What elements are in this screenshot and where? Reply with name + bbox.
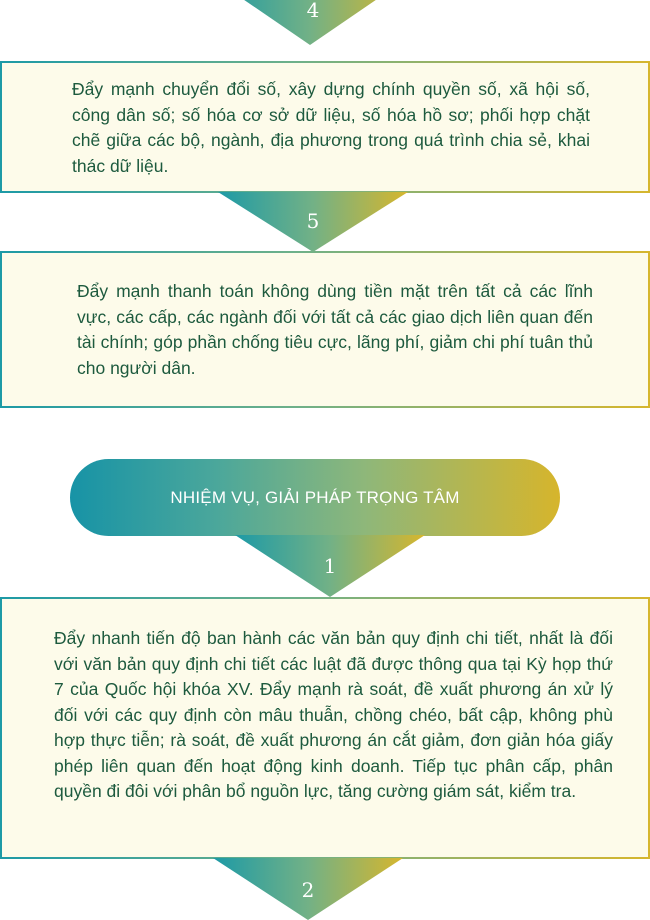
step-5-box bbox=[0, 251, 650, 408]
step-1-box bbox=[0, 597, 650, 859]
step-5-text: Đẩy mạnh thanh toán không dùng tiền mặt trên tất cả các lĩnh vực, các cấp, các ngành đối với tất cả các giao dịch liên quan đến tài chính; góp phần chống tiêu cực, lãng phí, giảm chi phí tuân thủ cho người dân. bbox=[77, 281, 593, 378]
section-title-banner bbox=[70, 459, 560, 536]
step-1-number: 1 bbox=[323, 554, 337, 578]
step-2-number: 2 bbox=[301, 878, 315, 902]
step-5-number: 5 bbox=[306, 209, 320, 233]
step-4-box bbox=[0, 61, 650, 193]
step-1-text: Đẩy nhanh tiến độ ban hành các văn bản quy định chi tiết, nhất là đối với văn bản quy định chi tiết các luật đã được thông qua tại Kỳ họp thứ 7 của Quốc hội khóa XV. Đẩy mạnh rà soát, đề xuất phương án xử lý đối với các quy định còn mâu thuẫn, chồng chéo, bất cập, không phù hợp thực tiễn; rà soát, đề xuất phương án cắt giảm, đơn giản hóa giấy phép liên quan đến hoạt động kinh doanh. Tiếp tục phân cấp, phân quyền đi đôi với phân bổ nguồn lực, tăng cường giám sát, kiểm tra. bbox=[54, 628, 613, 801]
step-4-text: Đẩy mạnh chuyển đổi số, xây dựng chính quyền số, xã hội số, công dân số; số hóa cơ sở dữ liệu, số hóa hồ sơ; phối hợp chặt chẽ giữa các bộ, ngành, địa phương trong quá trình chia sẻ, khai thác dữ liệu. bbox=[72, 79, 590, 176]
step-4-number: 4 bbox=[306, 0, 320, 22]
section-title: NHIỆM VỤ, GIẢI PHÁP TRỌNG TÂM bbox=[170, 487, 460, 507]
